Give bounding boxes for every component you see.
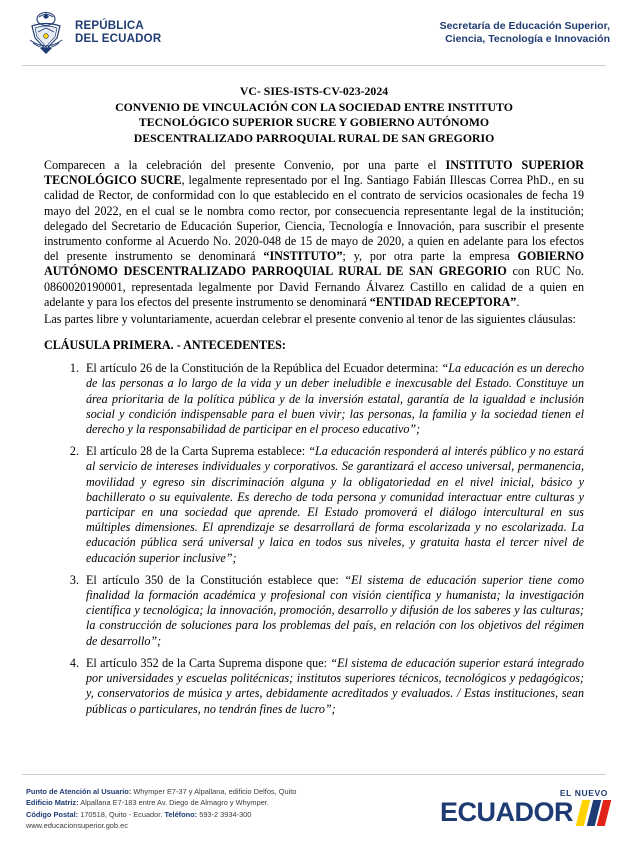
list-item: 3. El artículo 350 de la Constitución establece que: “El sistema de educación superior tiene como finalidad la formación académica y profesional con visión científica y humanista; la investigación científica y tecnológica; la innovación, promoción, desarrollo y difusión de los saberes y las culturas; la construcción de soluciones para los problemas del país, en relación con los objetivos del régimen de desarrollo”; — [82, 573, 584, 649]
footer-line-3 — [26, 809, 296, 820]
document-title-line-2: TECNOLÓGICO SUPERIOR SUCRE Y GOBIERNO AUTÓNOMO — [138, 115, 490, 129]
document-title-line-3: DESCENTRALIZADO PARROQUIAL RURAL DE SAN GREGORIO — [133, 130, 495, 145]
footer-line-3-text: 170518, Quito - Ecuador. — [78, 809, 165, 819]
page-footer — [0, 774, 628, 846]
document-title — [44, 84, 584, 146]
footer-phone-number: 593-2 3934-300 — [197, 809, 252, 819]
document-code: VC- SIES-ISTS-CV-023-2024 — [239, 84, 389, 98]
footer-line-3-label: Código Postal: — [26, 809, 79, 819]
brand-row — [440, 799, 608, 826]
government-brand — [440, 780, 608, 826]
footer-phone-label: Teléfono: — [164, 809, 198, 819]
footer-website[interactable]: www.educacionsuperior.gob.ec — [26, 821, 128, 831]
footer-divider — [22, 774, 606, 775]
page-header — [0, 0, 628, 66]
intro-paragraph: Comparecen a la celebración del presente Convenio, por una parte el INSTITUTO SUPERIOR TECNOLÓGICO SUCRE, legalmente representado por el Ing. Santiago Fabián Illescas Correa PhD., en su calidad de Rector, de conformidad con lo que establecido en el contrato de servicios ocasionales de fecha 19 mayo del 2022, en el cual se le nombra como rector, por consecuencia representante legal de la institución; delegado del Secretario de Educación Superior, Ciencia, Tecnología e Innovación, para suscribir el presente instrumento conforme al Acuerdo No. 2020-048 de 15 de mayo de 2020, a quien en adelante para los efectos del presente instrumento se denominará “INSTITUTO”; y, por otra parte la empresa GOBIERNO AUTÓNOMO DESCENTRALIZADO PARROQUIAL RURAL DE SAN GREGORIO con RUC No. 0860020190001, representada legalmente por David Fernando Álvarez Castillo en calidad de a quien en adelante y para los efectos del presente instrumento se denominará “ENTIDAD RECEPTORA”. — [44, 158, 585, 309]
document-title-line-1: CONVENIO DE VINCULACIÓN CON LA SOCIEDAD ENTRE INSTITUTO — [115, 99, 513, 114]
ecuador-flag-icon — [576, 800, 611, 826]
footer-line-2-label: Edificio Matriz: — [26, 798, 79, 808]
brand-tagline: EL NUEVO — [559, 788, 608, 798]
footer-contact-info — [26, 780, 296, 832]
footer-line-1 — [26, 786, 296, 797]
footer-line-2-text: Alpallana E7-183 entre Av. Diego de Almagro y Whymper. — [78, 798, 269, 808]
ecuador-coat-of-arms-icon — [26, 10, 66, 56]
agreement-paragraph: Las partes libre y voluntariamente, acuerdan celebrar el presente convenio al tenor de las siguientes cláusulas: — [44, 312, 576, 327]
header-divider — [22, 65, 606, 66]
antecedents-list — [44, 361, 584, 716]
document-body — [0, 66, 628, 717]
ministry-line-1: Secretaría de Educación Superior, — [439, 19, 610, 32]
list-item: 1. El artículo 26 de la Constitución de la República del Ecuador determina: “La educación es un derecho de las personas a lo largo de la vida y un deber ineludible e inexcusable del Estado. Constituye un área prioritaria de la política pública y de la inversión estatal, garantía de la igualdad e inclusión social y condición indispensable para el buen vivir; las personas, la familia y la sociedad tienen el derecho y la responsabilidad de participar en el proceso educativo”; — [82, 361, 584, 437]
ministry-label — [440, 20, 610, 47]
republic-line-2: DEL ECUADOR — [75, 33, 162, 45]
header-branding — [26, 10, 161, 56]
brand-wordmark: ECUADOR — [439, 797, 573, 827]
republic-label — [75, 20, 161, 46]
republic-line-1: REPÚBLICA — [75, 20, 144, 32]
footer-line-2 — [26, 797, 296, 808]
clause-heading: CLÁUSULA PRIMERA. - ANTECEDENTES: — [44, 338, 286, 353]
footer-line-1-text: Whymper E7-37 y Alpallana, edificio Delfos, Quito — [131, 787, 297, 796]
list-item: 4. El artículo 352 de la Carta Suprema dispone que: “El sistema de educación superior estará integrado por universidades y escuelas politécnicas; institutos superiores técnicos, tecnológicos y pedagógicos; y, conservatorios de música y artes, debidamente acreditados y evaluados. / Estas instituciones, sean públicas o particulares, no tendrán fines de lucro”; — [82, 656, 584, 717]
footer-line-1-label: Punto de Atención al Usuario: — [26, 787, 132, 796]
ministry-line-2: Ciencia, Tecnología e Innovación — [445, 33, 610, 45]
list-item: 2. El artículo 28 de la Carta Suprema establece: “La educación responderá al interés público y no estará al servicio de intereses individuales y corporativos. Se garantizará el acceso universal, permanencia, movilidad y egreso sin discriminación alguna y la obligatoriedad en el nivel inicial, básico y bachillerato o su equivalente. Es derecho de toda persona y comunidad interactuar entre culturas y participar en una sociedad que aprende. El Estado promoverá el diálogo intercultural en sus múltiples dimensiones. El aprendizaje se desarrollará de forma escolarizada y no escolarizada. La educación pública será universal y laica en todos sus niveles, y gratuita hasta el tercer nivel de educación superior inclusive”; — [82, 444, 584, 566]
